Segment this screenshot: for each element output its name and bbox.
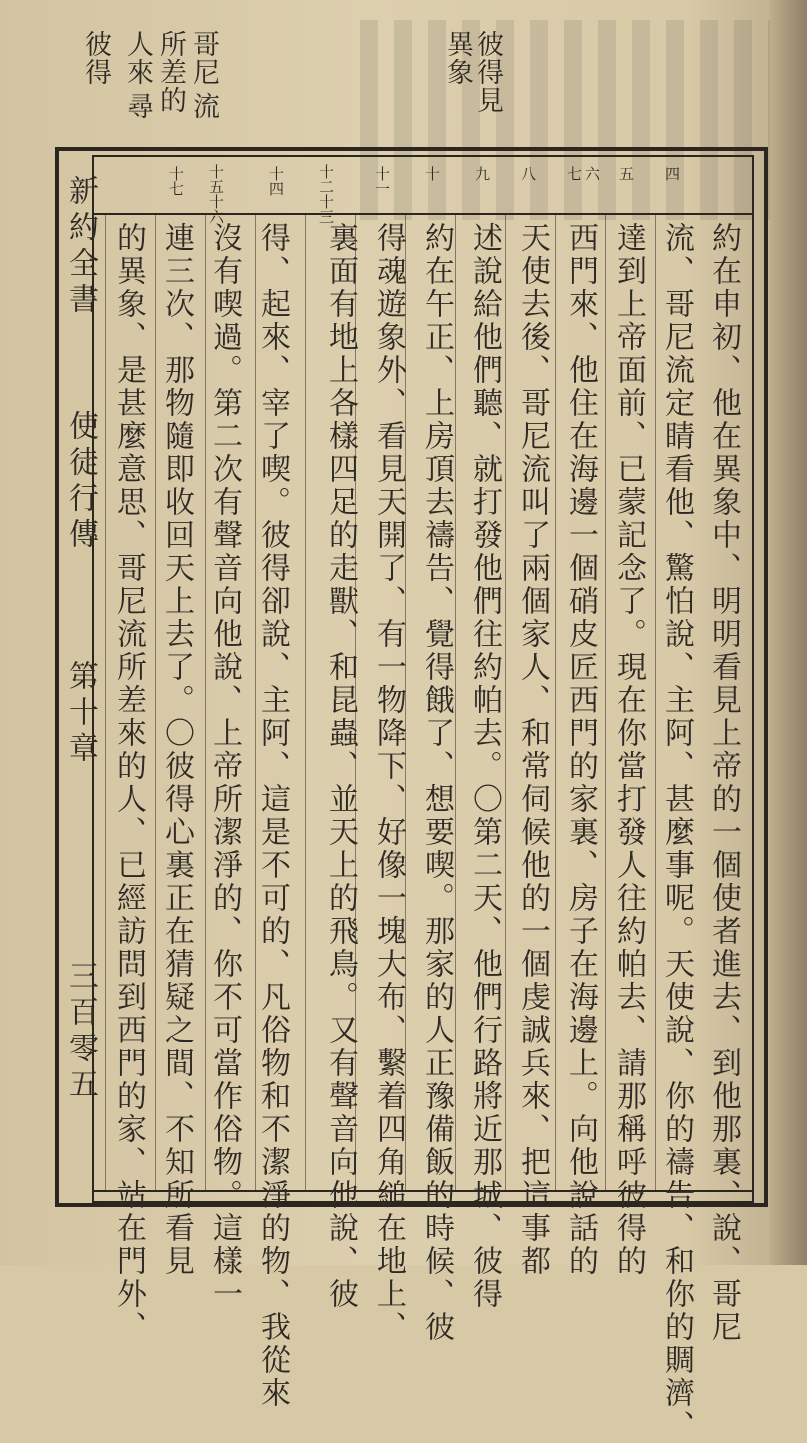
text-column: 的異象、是甚麼意思、哥尼流所差來的人、已經訪問到西門的家、站在門外、: [111, 222, 146, 1344]
chapter-label: 第十章: [63, 660, 98, 768]
margin-note-left-1: 哥尼: [188, 30, 219, 86]
margin-note-left-6: 彼得: [80, 30, 111, 86]
header-verse-number: 十五十六: [207, 164, 225, 224]
column-divider: [105, 215, 106, 1190]
column-divider: [305, 215, 306, 1190]
text-column: 連三次、那物隨即收回天上去了。〇彼得心裏正在猜疑之間、不知所看見: [159, 222, 194, 1278]
margin-note-right-2: 異象: [442, 30, 473, 86]
header-verse-number: 四: [663, 166, 681, 181]
header-verse-number: 六: [583, 166, 601, 181]
text-column: 得、起來、宰了喫。彼得卻說、主阿、這是不可的、凡俗物和不潔淨的物、我從來: [255, 222, 290, 1410]
text-column: 約在午正、上房頂去禱告、覺得餓了、想要喫。那家的人正豫備飯的時候、彼: [419, 222, 454, 1344]
text-column: 述說給他們聽、就打發他們往約帕去。〇第二天、他們行路將近那城、彼得: [467, 222, 502, 1311]
header-verse-number: 七: [565, 166, 583, 181]
column-divider: [555, 215, 556, 1190]
header-verse-number: 十: [423, 166, 441, 181]
margin-note-left-4: 人來: [122, 30, 153, 86]
text-column: 流、哥尼流定睛看他、驚怕說、主阿、甚麼事呢。天使說、你的禱告、和你的賙濟、: [659, 222, 694, 1443]
header-verse-number: 五: [617, 166, 635, 181]
column-divider: [505, 215, 506, 1190]
text-column: 沒有喫過。第二次有聲音向他說、上帝所潔淨的、你不可當作俗物。這樣一: [207, 222, 242, 1311]
page-edge-shadow: [770, 0, 807, 1265]
margin-note-left-5: 尋: [122, 92, 153, 120]
text-column: 西門來、他住在海邊一個硝皮匠西門的家裏、房子在海邊上。向他說話的: [563, 222, 598, 1278]
text-column: 天使去後、哥尼流叫了兩個家人、和常伺候他的一個虔誠兵來、把這事都: [515, 222, 550, 1278]
book-name: 使徒行傳: [63, 410, 98, 554]
header-verse-number: 九: [473, 166, 491, 181]
text-column: 達到上帝面前、已蒙記念了。現在你當打發人往約帕去、請那稱呼彼得的: [611, 222, 646, 1278]
text-column: 約在申初、他在異象中、明明看見上帝的一個使者進去、到他那裏、說、哥尼: [706, 222, 741, 1344]
column-divider: [605, 215, 606, 1190]
header-verse-number: 十一: [373, 166, 391, 196]
header-verse-number: 十四: [267, 166, 285, 196]
margin-note-left-3: 流: [188, 92, 219, 120]
page-number: 三百零五: [63, 960, 98, 1104]
header-verse-number: 八: [519, 166, 537, 181]
margin-note-right-1: 彼得見: [472, 30, 503, 114]
text-column: 裏面有地上各樣四足的走獸、和昆蟲、並天上的飛鳥。又有聲音向他說、彼: [323, 222, 358, 1311]
book-title: 新約全書: [63, 175, 98, 319]
margin-note-left-2: 所差的: [155, 30, 186, 114]
text-column: 得魂遊象外、看見天開了、有一物降下、好像一塊大布、繫着四角縋在地上、: [371, 222, 406, 1344]
header-verse-number: 十二十三: [317, 164, 335, 224]
header-verse-number: 十七: [167, 166, 185, 196]
